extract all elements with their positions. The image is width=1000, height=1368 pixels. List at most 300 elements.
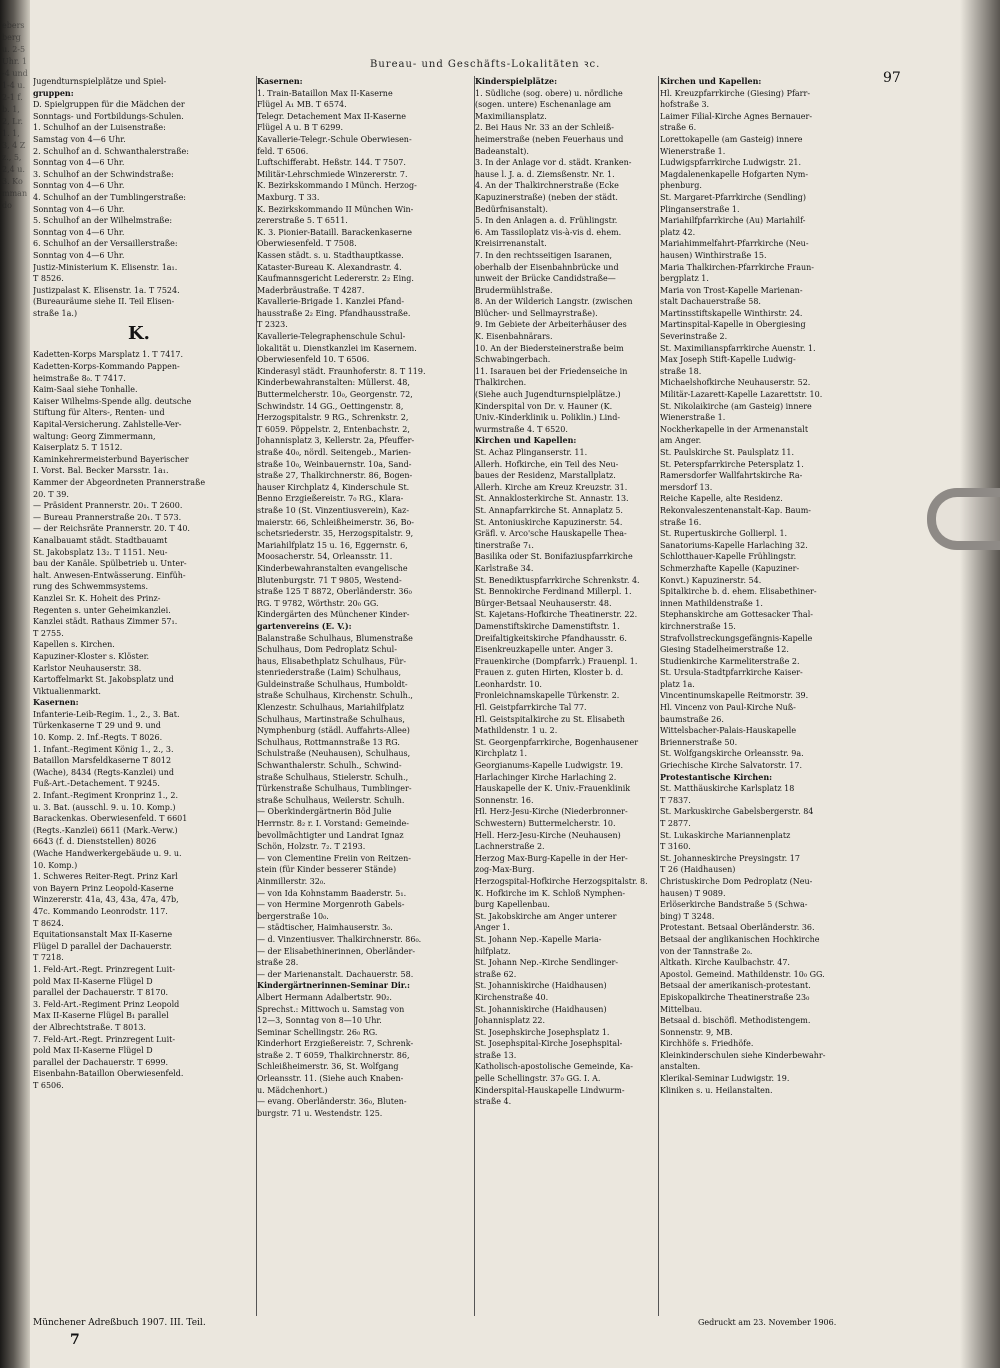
entry-line: Hl. Kreuzpfarrkirche (Giesing) Pfarr- [660,88,811,98]
entry-line: Kirchplatz 1. [475,749,528,759]
entry-line: St. Johanniskirche (Haidhausen) [475,1004,607,1014]
entry-line: Mittelbau. [660,1004,703,1014]
entry-line: Türkenstraße Schulhaus, Tumblinger- [257,784,412,794]
entry-line: von Bayern Prinz Leopold-Kaserne [33,883,174,893]
footer-book-title: Münchener Adreßbuch 1907. III. Teil. [33,1318,206,1328]
entry-line: Oberwiesenfeld 10. T 6506. [257,355,370,365]
entry-line: Mathildenstr. 1 u. 2. [475,726,558,736]
entry-line: baumstraße 26. [660,714,724,724]
entry-line: 1. Train-Bataillon Max II-Kaserne [257,88,393,98]
entry-line: St. Nikolaikirche (am Gasteig) innere [660,401,812,411]
entry-line: Kaiserplatz 5. T 1512. [33,443,123,453]
entry-line: St. Maximilianspfarrkirche Auenstr. 1. [660,343,816,353]
entry-line: Johannisplatz 3, Kellerstr. 2a, Pfeuffer- [257,436,415,446]
entry-line: St. Annapfarrkirche St. Annaplatz 5. [475,505,623,515]
entry-line: Plinganserstraße 1. [660,204,740,214]
entry-line: Stephanskirche am Gottesacker Thal- [660,610,813,620]
entry-line: (Wache), 8434 (Regts-Kanzlei) und [33,767,174,777]
entry-line: straße 18. [660,366,702,376]
entry-line: Lachnerstraße 2. [475,842,545,852]
entry-line: St. Georgenpfarrkirche, Bogenhausener [475,737,639,747]
entry-line: Bataillon Marsfeldkaserne T 8012 [33,756,172,766]
entry-line: Schlotthauer-Kapelle Frühlingstr. [660,552,797,562]
entry-line: der Albrechtstraße. T 8013. [33,1022,146,1032]
entry-line: Mariahilfplatz 15 u. 16, Eggernstr. 6, [257,540,408,550]
entry-line: Mariahilfpfarrkirche (Au) Mariahilf- [660,216,806,226]
entry-line: Kapuzinerstraße) (neben der städt. [475,192,618,202]
entry-line: Betsaal der anglikanischen Hochkirche [660,934,820,944]
entry-line: Eisenbahn-Bataillon Oberwiesenfeld. [33,1069,184,1079]
entry-line: — evang. Oberländerstr. 36₀, Bluten- [257,1097,407,1107]
entry-line: Militär-Lazarett-Kapelle Lazarettstr. 10. [660,390,823,400]
entry-line: Justiz-Ministerium K. Elisenstr. 1a₁. [33,262,178,272]
entry-line: Schulhaus, Dom Pedroplatz Schul- [257,645,397,655]
entry-line: Erlöserkirche Bandstraße 5 (Schwa- [660,900,808,910]
entry-line: Maximiliansplatz. [475,111,547,121]
entry-line: Gräfl. v. Arco'sche Hauskapelle Thea- [475,529,627,539]
entry-line: Kavallerie-Brigade 1. Kanzlei Pfand- [257,297,405,307]
column-1 [33,76,255,1316]
entry-line: St. Paulskirche St. Paulsplatz 11. [660,448,795,457]
entry-line: T 2877. [660,819,691,828]
entry-line: Buttermelcherstr. 10₀, Georgenstr. 72, [257,390,413,400]
entry-line: Kinderhort Erzgießereistr. 7, Schrenk- [257,1039,414,1049]
entry-line: Flügel D parallel der Dachauerstr. [33,941,172,951]
entry-line: (Siehe auch Jugendturnspielplätze.) [475,390,621,400]
entry-line: Severinstraße 2. [660,332,728,342]
entry-line: 20. T 39. [33,489,69,499]
entry-line: Kadetten-Korps Marsplatz 1. T 7417. [33,350,184,360]
entry-line: Harlachinger Kirche Harlaching 2. [475,772,617,782]
entry-line: pold Max II-Kaserne Flügel D [33,976,153,986]
entry-line: Thalkirchen. [475,378,527,388]
entry-line: halt. Anwesen-Entwässerung. Einfüh- [33,570,186,580]
entry-line: Kanzlei Sr. K. Hoheit des Prinz- [33,593,161,603]
entry-line: St. Johanneskirche Preysingstr. 17 [660,853,800,863]
entry-line: Barackenkas. Oberwiesenfeld. T 6601 [33,814,188,824]
entry-line: bing) T 3248. [660,911,715,921]
entry-line: RG. T 9782, Wörthstr. 20₀ GG. [257,598,379,608]
entry-heading: Kinderspielplätze: [475,76,558,86]
entry-line: Luftschifferabt. Heßstr. 144. T 7507. [257,158,406,168]
entry-line: Stiftung für Alters-, Renten- und [33,408,165,418]
entry-line: Kaufmannsgericht Ledererstr. 2₂ Eing. [257,274,414,284]
entry-line: T 26 (Haidhausen) [660,865,736,875]
entry-line: Türkenkaserne T 29 und 9. und [33,721,161,731]
entry-line: 7. In den rechtsseitigen Isaranen, [475,250,613,260]
entry-line: straße Schulhaus, Kirchenstr. Schulh., [257,691,413,701]
entry-line: maierstr. 66, Schleißheimerstr. 36, Bo- [257,517,415,527]
entry-line: Winzererstr. 41a, 43, 43a, 47a, 47b, [33,895,179,905]
entry-line: 6. Am Tassiloplatz vis-à-vis d. ehem. [475,227,622,237]
entry-line: 1. Südliche (sog. obere) u. nördliche [475,88,623,98]
entry-line: K. 3. Pionier-Bataill. Barackenkaserne [257,227,412,237]
entry-line: Leonhardstr. 10. [475,679,542,689]
entry-line: burg Kapellenbau. [475,900,550,910]
entry-line: Kinderbewahranstalten evangelische [257,563,408,573]
entry-line: zog-Max-Burg. [475,865,535,875]
entry-line: St. Margaret-Pfarrkirche (Sendling) [660,192,806,202]
entry-line: Kirchenstraße 40. [475,992,549,1002]
entry-line: Militär-Lehrschmiede Winzererstr. 7. [257,169,408,179]
entry-line: Christuskirche Dom Pedroplatz (Neu- [660,876,813,886]
entry-line: D. Spielgruppen für die Mädchen der [33,100,185,110]
entry-line: Kaminkehrermeisterbund Bayerischer [33,454,189,464]
entry-line: von der Tannstraße 2₀. [660,946,753,956]
paperclip [927,488,1000,550]
entry-heading: Kasernen: [33,697,79,708]
entry-line: Seminar Schellingstr. 26₀ RG. [257,1027,378,1037]
entry-line: hause l. J. a. d. Ziemsßenstr. Nr. 1. [475,169,615,179]
entry-line: Kammer der Abgeordneten Prannerstraße [33,478,206,487]
section-letter: K. [128,323,150,345]
entry-line: Schwabingerbach. [475,355,551,365]
entry-line: Apostol. Gemeind. Mathildenstr. 10₀ GG. [660,969,825,979]
entry-line: bergplatz 1. [660,274,709,284]
entry-line: T 7218. [33,953,64,963]
entry-line: Kirchhöfe s. Friedhöfe. [660,1039,754,1049]
entry-line: haus, Elisabethplatz Schulhaus, Für- [257,656,407,666]
entry-line: Kinderasyl städt. Fraunhoferstr. 8. T 119. [257,366,426,376]
entry-line: St. Ursula-Stadtpfarrkirche Kaiser- [660,668,803,678]
entry-line: baues der Residenz, Marstallplatz. [475,471,616,481]
entry-line: straße 28. [257,958,299,968]
entry-line: Sonntag von 4—6 Uhr. [33,158,125,168]
entry-line: Maria von Trost-Kapelle Marienan- [660,285,803,295]
entry-line: straße 125 T 8872, Oberländerstr. 36₀ [257,587,412,597]
entry-line: Protestant. Betsaal Oberländerstr. 36. [660,923,815,933]
entry-line: 3. Feld-Art.-Regiment Prinz Leopold [33,999,180,1009]
entry-line: Herzogspital-Hofkirche Herzogspitalstr. 8. [475,876,648,886]
entry-line: Fuß-Art.-Detachement. T 9245. [33,779,160,789]
entry-line: Kartoffelmarkt St. Jakobsplatz und [33,675,174,685]
entry-line: Klerikal-Seminar Ludwigstr. 19. [660,1074,790,1084]
entry-line: Sonntag von 4—6 Uhr. [33,227,125,237]
entry-line: Kinderspital von Dr. v. Hauner (K. [475,401,613,411]
entry-line: Blutenburgstr. 71 T 9805, Westend- [257,575,402,585]
entry-line: pelle Schellingstr. 37₀ GG. I. A. [475,1074,601,1084]
entry-line: 3. Schulhof an der Schwindstraße: [33,169,174,179]
entry-line: heimerstraße (neben Feuerhaus und [475,134,624,144]
entry-line: stein (für Kinder besserer Stände) [257,865,397,875]
entry-line: Allerh. Kirche am Kreuz Kreuzstr. 31. [475,482,628,492]
entry-line: Schwanthalerstr. Schulh., Schwind- [257,761,402,771]
entry-line: hausstraße 2₂ Eing. Pfandhausstraße. [257,308,411,318]
entry-line: Fronleichnamskapelle Türkenstr. 2. [475,691,620,701]
entry-line: Anger 1. [475,923,510,933]
entry-line: St. Lukaskirche Mariannenplatz [660,830,791,840]
entry-line: Damenstiftskirche Damenstiftstr. 1. [475,621,620,631]
entry-line: T 8526. [33,274,64,284]
entry-line: Johannisplatz 22. [475,1016,546,1026]
entry-line: Kavallerie-Telegr.-Schule Oberwiesen- [257,134,412,144]
entry-line: Maxburg. T 33. [257,192,320,202]
entry-line: Herrnstr. 8₂ r. I. Vorstand: Gemeinde- [257,819,409,828]
entry-line: 1. Infant.-Regiment König 1., 2., 3. [33,744,174,754]
page-number: 97 [883,70,901,86]
entry-line: Griechische Kirche Salvatorstr. 17. [660,761,803,771]
entry-line: Strafvollstreckungsgefängnis-Kapelle [660,633,813,643]
entry-line: 47c. Kommando Leonrodstr. 117. [33,906,168,916]
entry-line: hausen) Winthirstraße 15. [660,250,767,260]
entry-line: oberhalb der Eisenbahnbrücke und [475,262,619,272]
entry-line: — von Hermine Morgenroth Gabels- [257,900,405,910]
entry-line: 1. Feld-Art.-Regt. Prinzregent Luit- [33,964,176,974]
entry-line: K. Eisenbahnärars. [475,332,553,342]
entry-line: Kassen städt. s. u. Stadthauptkasse. [257,250,404,260]
entry-line: Ludwigspfarrkirche Ludwigstr. 21. [660,158,802,168]
entry-line: Schwestern) Buttermelcherstr. 10. [475,819,616,828]
entry-line: Moosacherstr. 54, Orleansstr. 11. [257,552,393,562]
entry-line: Hell. Herz-Jesu-Kirche (Neuhausen) [475,830,621,840]
entry-line: phenburg. [660,181,702,191]
entry-line: Georgianums-Kapelle Ludwigstr. 19. [475,761,624,771]
entry-line: Bürger-Betsaal Neuhauserstr. 48. [475,598,612,608]
entry-line: T 2755. [33,628,64,638]
entry-line: T 8624. [33,918,64,928]
entry-line: — von Ida Kohnstamm Baaderstr. 5₁. [257,888,407,898]
entry-line: Kreisirrenanstalt. [475,239,547,249]
entry-line: Balanstraße Schulhaus, Blumenstraße [257,633,413,643]
entry-line: Kavallerie-Telegraphenschule Schul- [257,332,406,342]
entry-line: Kadetten-Korps-Kommando Pappen- [33,362,180,372]
entry-line: — Präsident Prannerstr. 20₁. T 2600. [33,501,183,511]
entry-line: Kaiser Wilhelms-Spende allg. deutsche [33,396,192,406]
previous-page-fragment: ebersberg u. 2-5 Uhr. 1-4 und 1-4 u. 2-1 f. b. 1, 2, Lr. 1. 1, 3, 4 Zz., 5, 2,4 u. 3. Kommando [2,21,28,210]
entry-line: Reiche Kapelle, alte Residenz. [660,494,783,504]
entry-line: 2. Bei Haus Nr. 33 an der Schleiß- [475,123,614,133]
entry-line: 1. Schulhof an der Luisenstraße: [33,123,166,133]
entry-line: St. Rupertuskirche Gollierpl. 1. [660,529,788,539]
entry-line: Justizpalast K. Elisenstr. 1a. T 7524. [33,285,180,295]
entry-line: Kindergärten des Münchener Kinder- [257,610,410,620]
entry-line: Studienkirche Karmeliterstraße 2. [660,656,800,666]
entry-line: K. Hofkirche im K. Schloß Nymphen- [475,888,626,898]
entry-line: Kliniken s. u. Heilanstalten. [660,1085,773,1095]
entry-line: St. Antoniuskirche Kapuzinerstr. 54. [475,517,623,527]
entry-line: lokalität u. Dienstkanzlei im Kasernem. [257,343,417,353]
entry-line: straße 10₀, Weinbauernstr. 10a, Sand- [257,459,412,469]
entry-line: Kleinkinderschulen siehe Kinderbewahr- [660,1050,826,1060]
binding-shadow [960,0,1000,1368]
entry-line: Jugendturnspielplätze und Spiel- [33,77,167,86]
entry-line: Spitalkirche b. d. ehem. Elisabethiner- [660,587,817,597]
entry-line: u. 3. Bat. (ausschl. 9. u. 10. Komp.) [33,802,176,812]
entry-line: straße 27, Thalkirchnerstr. 86, Bogen- [257,471,413,481]
entry-line: schetsriederstr. 35, Herzogspitalstr. 9, [257,529,414,539]
entry-line: straße 4. [475,1097,512,1107]
entry-line: straße 6. [660,123,697,133]
entry-line: T 3160. [660,842,691,852]
entry-line: 2. Infant.-Regiment Kronprinz 1., 2. [33,791,179,801]
entry-line: wurmstraße 4. T 6520. [475,424,568,434]
entry-line: Sonntags- und Fortbildungs-Schulen. [33,111,184,121]
entry-line: St. Josephspital-Kirche Josephspital- [475,1039,623,1049]
entry-line: Bedürfnisanstalt). [475,204,548,214]
column-4 [660,76,905,1316]
entry-line: Brudermühlstraße. [475,285,553,295]
entry-line: Badeanstalt). [475,146,529,156]
entry-line: Sonntag von 4—6 Uhr. [33,204,125,214]
entry-line: Hauskapelle der K. Univ.-Frauenklinik [475,784,631,794]
entry-line: feld. T 6506. [257,146,309,156]
entry-line: Sonnenstr. 9, MB. [660,1027,733,1037]
entry-line: Maria Thalkirchen-Pfarrkirche Fraun- [660,262,814,272]
entry-line: Kinderspital-Hauskapelle Lindwurm- [475,1085,625,1095]
entry-line: kirchnerstraße 15. [660,621,736,631]
entry-line: St. Matthäuskirche Karlsplatz 18 [660,784,795,794]
running-title: Bureau- und Geschäfts-Lokalitäten ꝛc. [370,59,601,70]
entry-line: Sprechst.: Mittwoch u. Samstag von [257,1004,405,1014]
entry-line: Wittelsbacher-Palais-Hauskapelle [660,726,797,736]
entry-line: straße 16. [660,517,702,527]
entry-line: Frauenkirche (Dompfarrk.) Frauenpl. 1. [475,656,638,666]
entry-line: 2. Schulhof an d. Schwanthalerstraße: [33,146,189,156]
entry-line: hausen) T 9089. [660,888,726,898]
entry-line: Ramersdorfer Wallfahrtskirche Ra- [660,471,803,481]
entry-line: Blücher- und Sellmayrstraße). [475,308,598,318]
entry-line: Oberwiesenfeld. T 7508. [257,239,357,249]
entry-line: St. Peterspfarrkirche Petersplatz 1. [660,459,804,469]
entry-line: Kanzlei städt. Rathaus Zimmer 57₁. [33,617,178,627]
entry-line: 4. An der Thalkirchnerstraße (Ecke [475,181,619,191]
entry-line: — von Clementine Freiin von Reitzen- [257,853,411,863]
entry-line: St. Benediktuspfarrkirche Schrenkstr. 4. [475,575,640,585]
footer-print-date: Gedruckt am 23. November 1906. [698,1318,837,1327]
entry-line: parallel der Dachauerstr. T 6999. [33,1057,169,1067]
entry-line: Laimer Filial-Kirche Agnes Bernauer- [660,111,813,121]
entry-line: bau der Kanäle. Spülbetrieb u. Unter- [33,559,187,569]
entry-line: Kanalbauamt städt. Stadtbauamt [33,535,168,545]
entry-line: straße 62. [475,969,517,979]
entry-line: heimstraße 8₀. T 7417. [33,373,126,383]
entry-line: Kapuziner-Kloster s. Klöster. [33,651,150,661]
entry-line: Lorettokapelle (am Gasteig) innere [660,134,803,144]
entry-line: Konvt.) Kapuzinerstr. 54. [660,575,762,585]
entry-line: Regenten s. unter Geheimkanzlei. [33,605,171,615]
entry-line: — der Elisabethinerinnen, Oberländer- [257,946,416,956]
entry-line: St. Jakobsplatz 13₂. T 1151. Neu- [33,547,168,557]
entry-line: Equitationsanstalt Max II-Kaserne [33,930,173,940]
entry-line: pold Max II-Kaserne Flügel D [33,1046,153,1056]
entry-line: Sonntag von 4—6 Uhr. [33,181,125,191]
entry-line: 4. Schulhof an der Tumblingerstraße: [33,192,186,202]
entry-line: — der Reichsräte Prannerstr. 20. T 40. [33,524,190,534]
entry-line: Martinsstiftskapelle Winthirstr. 24. [660,308,803,318]
entry-heading: Kindergärtnerinnen-Seminar Dir.: [257,980,410,991]
entry-line: — Oberkindergärtnerin Böd Julie [257,807,392,817]
entry-line: Viktualienmarkt. [33,686,101,696]
entry-line: Kaim-Saal siehe Tonhalle. [33,385,138,395]
entry-line: — Bureau Prannerstraße 20₁. T 573. [33,512,182,522]
entry-line: Orleansstr. 11. (Siehe auch Knaben- [257,1074,404,1084]
entry-heading: Kirchen und Kapellen: [475,435,577,446]
entry-line: Schulhaus, Rottmannstraße 13 RG. [257,737,400,747]
entry-line: Giesing Stadelheimerstraße 12. [660,645,789,655]
entry-line: 1. Schweres Reiter-Regt. Prinz Karl [33,872,178,882]
entry-line: Schmerzhafte Kapelle (Kapuziner- [660,563,800,573]
entry-line: straße 13. [475,1050,517,1060]
entry-line: Rekonvaleszentenanstalt-Kap. Baum- [660,505,811,515]
entry-line: Karlstraße 34. [475,563,534,573]
entry-line: Schulhaus, Martinstraße Schulhaus, [257,714,405,724]
entry-line: waltung: Georg Zimmermann, [33,431,156,441]
entry-heading: Kasernen: [257,76,303,86]
entry-line: St. Kajetans-Hofkirche Theatinerstr. 22. [475,610,638,620]
column-3 [475,76,657,1316]
entry-line: T 7837. [660,795,691,805]
entry-line: 7. Feld-Art.-Regt. Prinzregent Luit- [33,1034,176,1044]
entry-line: hofstraße 3. [660,100,710,110]
entry-line: Hl. Geistpfarrkirche Tal 77. [475,703,587,713]
entry-line: Benno Erzgießereistr. 7₀ RG., Klara- [257,494,404,504]
entry-line: K. Bezirkskommando II München Win- [257,204,414,214]
entry-line: Wienerstraße 1. [660,413,726,423]
entry-line: 10. Komp.) [33,860,78,870]
entry-line: Herzog Max-Burg-Kapelle in der Her- [475,853,628,863]
footer-signature: 7 [70,1332,80,1348]
entry-line: Dreifaltigkeitskirche Pfandhausstr. 6. [475,633,627,643]
entry-line: Nockherkapelle in der Armenanstalt [660,424,809,434]
entry-line: am Anger. [660,436,702,446]
entry-line: Basilika oder St. Bonifaziuspfarrkirche [475,552,633,562]
entry-line: 8. An der Wilderich Langstr. (zwischen [475,297,633,307]
entry-line: burgstr. 71 u. Westendstr. 125. [257,1108,383,1118]
entry-line: Kataster-Bureau K. Alexandrastr. 4. [257,262,402,272]
entry-line: — d. Vinzentiusver. Thalkirchnerstr. 86₀. [257,934,422,944]
entry-line: — städtischer, Haimhauserstr. 3₀. [257,923,393,933]
entry-line: Maderbräustraße. T 4287. [257,285,365,295]
entry-line: Magdalenenkapelle Hofgarten Nym- [660,169,809,179]
entry-line: Briennerstraße 50. [660,737,738,747]
entry-line: 12—3, Sonntag von 8—10 Uhr. [257,1016,382,1026]
entry-line: platz 1a. [660,679,695,689]
entry-line: St. Johann Nep.-Kapelle Maria- [475,934,602,944]
entry-line: I. Vorst. Bal. Becker Marsstr. 1a₁. [33,466,169,476]
entry-heading: Protestantische Kirchen: [660,771,773,782]
entry-line: mersdorf 13. [660,482,713,492]
entry-heading: gartenvereins (E. V.): [257,620,352,631]
entry-line: tinerstraße 7₁. [475,540,534,550]
entry-line: unweit der Brücke Candidstraße— [475,274,616,284]
column-2 [257,76,473,1316]
entry-line: Schleißheimerstr. 36, St. Wolfgang [257,1062,399,1072]
entry-line: Kapellen s. Kirchen. [33,640,115,650]
entry-heading: gruppen: [33,87,74,98]
entry-line: Karlstor Neuhauserstr. 38. [33,663,142,673]
entry-line: straße 2. T 6059, Thalkirchnerstr. 86, [257,1050,410,1060]
entry-line: Schwindstr. 14 GG., Oettingenstr. 8, [257,401,404,411]
entry-line: platz 42. [660,227,696,237]
entry-line: anstalten. [660,1062,701,1072]
entry-line: Nymphenburg (städl. Auffahrts-Allee) [257,726,410,736]
entry-line: St. Jakobskirche am Anger unterer [475,911,617,921]
entry-line: straße Schulhaus, Stielerstr. Schulh., [257,772,409,782]
entry-heading: Kirchen und Kapellen: [660,76,762,86]
entry-line: hilfplatz. [475,946,511,956]
entry-line: Herzogspitalstr. 9 RG., Schrenkstr. 2, [257,413,409,423]
entry-line: St. Josephskirche Josephsplatz 1. [475,1027,610,1037]
entry-line: St. Johanniskirche (Haidhausen) [475,981,607,991]
entry-line: Katholisch-apostolische Gemeinde, Ka- [475,1062,634,1072]
entry-line: Sonntag von 4—6 Uhr. [33,250,125,260]
entry-line: Allerh. Hofkirche, ein Teil des Neu- [475,459,619,469]
entry-line: St. Annaklosterkirche St. Annastr. 13. [475,494,629,504]
entry-line: parallel der Dachauerstr. T 8170. [33,988,169,998]
entry-line: Kapital-Versicherung. Zahlstelle-Ver- [33,420,182,430]
entry-line: 5. In den Anlagen a. d. Frühlingstr. [475,216,618,226]
entry-line: Albert Hermann Adalbertstr. 90₂. [257,992,392,1002]
